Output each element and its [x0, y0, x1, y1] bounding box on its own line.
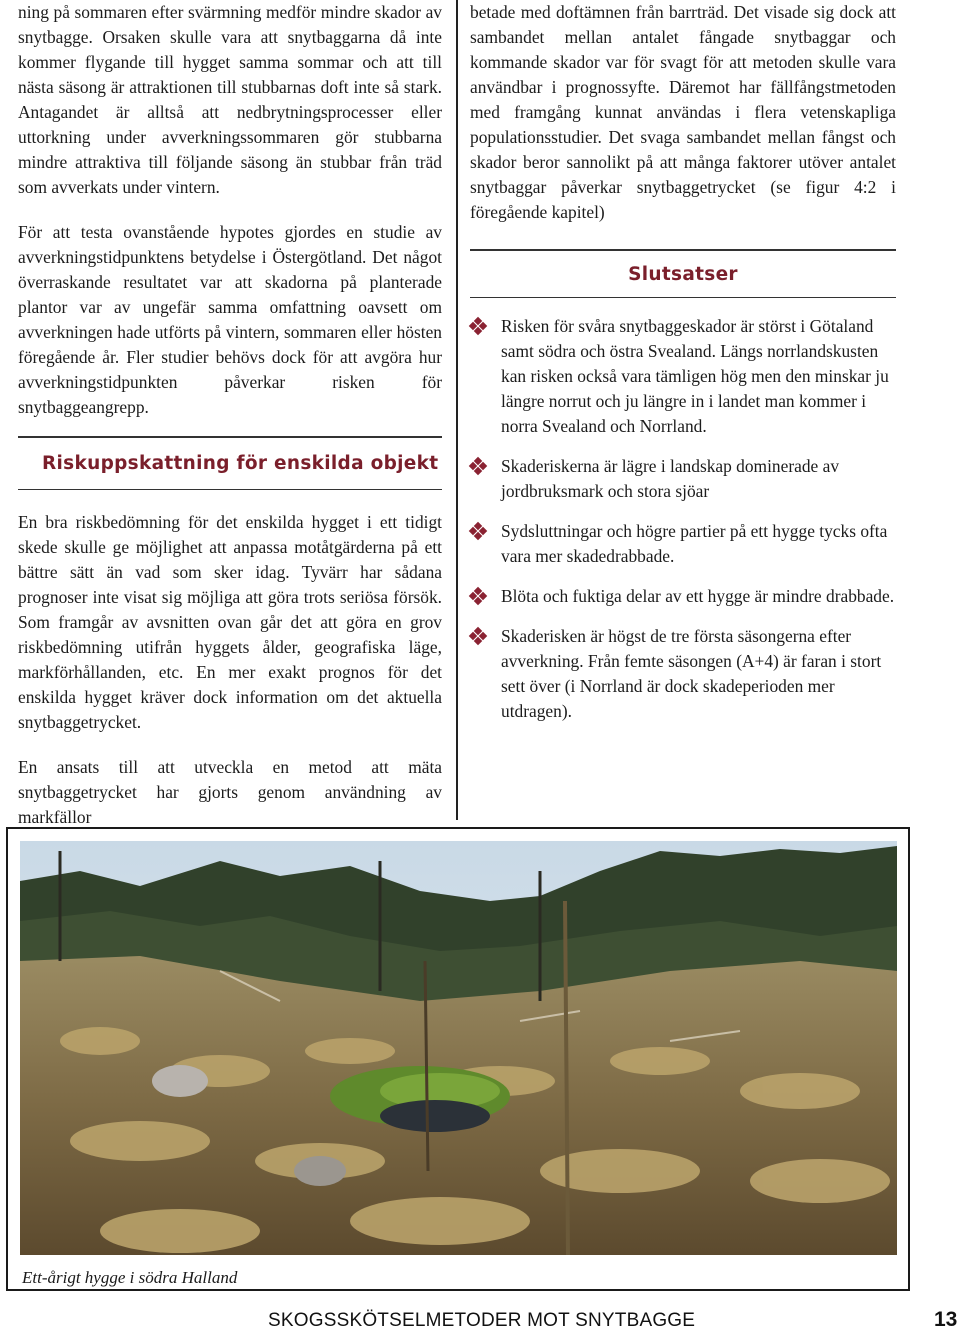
diamond-bullet-icon	[470, 318, 486, 334]
list-item-text: Skaderisken är högst de tre första säsongerna efter avverkning. Från femte säsongen (A+4) är faran i stort sett över (i Norrland är dock skadeperioden mer utdragen).	[501, 626, 882, 721]
clearcut-photo	[20, 841, 897, 1255]
divider	[470, 297, 896, 299]
list-item-text: Skaderiskerna är lägre i landskap dominerade av jordbruksmark och stora sjöar	[501, 456, 840, 501]
running-footer-title: SKOGSSKÖTSELMETODER MOT SNYTBAGGE	[268, 1310, 696, 1331]
page-number: 13	[934, 1308, 958, 1331]
body-paragraph: betade med doftämnen från barrträd. Det visade sig dock att sambandet mellan antalet fångade snytbaggar och kommande skador var för svagt för att metoden skulle vara användbar i prognossyfte. Däremot har fällfångstmetoden med framgång kunnat användas i flera vetenskapliga populationsstudier. Det svaga sambandet mellan fångst och skador beror sannolikt på att många faktorer utöver antalet snytbaggar påverkar snytbaggetrycket (se figur 4:2 i föregående kapitel)	[470, 2, 896, 222]
clearcut-landscape-illustration	[20, 841, 897, 1255]
conclusion-list	[470, 314, 896, 724]
list-item	[470, 624, 896, 724]
list-item	[470, 314, 896, 439]
list-item-text: Risken för svåra snytbaggeskador är störst i Götaland samt södra och östra Svealand. Längs norrlandskusten kan risken också vara tämligen hög men den minskar ju längre norrut och ju längre in i landet man kommer i norra Svealand och Norrland.	[501, 316, 889, 436]
body-paragraph: ning på sommaren efter svärmning medför mindre skador av snytbagge. Orsaken skulle vara att snytbaggarna då inte kommer flygande till hygget samma sommar och att till nästa säsong är attraktionen till stubbarnas doft inte så stark. Antagandet är alltså att nedbrytningsprocesser eller uttorkning under avverkningssommaren gör stubbarna mindre attraktiva till följande säsong än stubbar från träd som avverkats under vintern.	[18, 2, 442, 197]
divider	[18, 489, 442, 491]
figure-frame	[6, 827, 910, 1291]
diamond-bullet-icon	[470, 588, 486, 604]
list-item-text: Sydsluttningar och högre partier på ett hygge tycks ofta vara mer skadedrabbade.	[501, 521, 888, 566]
column-divider	[456, 0, 458, 820]
body-paragraph: En bra riskbedömning för det enskilda hygget i ett tidigt skede skulle ge möjlighet att anpassa motåtgärderna på ett bättre sätt än vad som sker idag. Tyvärr har sådana prognoser inte visat sig möjliga att göra trots seriösa försök. Som framgår av avsnitten ovan går det att göra en grov riskbedömning utifrån hyggets ålder, geografiska läge, markförhållanden, etc. En mer exakt prognos för det enskilda hygget kräver dock information om det aktuella snytbaggetrycket.	[18, 512, 442, 732]
list-item	[470, 519, 896, 569]
list-item-text: Blöta och fuktiga delar av ett hygge är mindre drabbade.	[501, 586, 895, 606]
section-heading-block	[470, 249, 896, 298]
body-paragraph: För att testa ovanstående hypotes gjordes en studie av avverkningstidpunktens betydelse i Östergötland. Det något överraskande resultatet var att skadorna på planterade plantor var av ungefär samma omfattning oavsett om avverkningen hade utförts på vintern, sommaren eller hösten föregående år. Fler studier behövs dock för att avgöra hur avverkningstidpunkten påverkar risken för snytbaggeangrepp.	[18, 222, 442, 417]
section-heading: Slutsatser	[628, 263, 738, 285]
diamond-bullet-icon	[470, 628, 486, 644]
list-item	[470, 584, 896, 609]
left-column	[18, 0, 442, 830]
list-item	[470, 454, 896, 504]
section-heading-block	[18, 436, 442, 490]
section-heading: Riskuppskattning för enskilda objekt	[42, 452, 439, 474]
figure-caption: Ett-årigt hygge i södra Halland	[22, 1268, 238, 1287]
right-column	[470, 0, 896, 739]
diamond-bullet-icon	[470, 458, 486, 474]
body-paragraph: En ansats till att utveckla en metod att mäta snytbaggetrycket har gjorts genom användning av markfällor	[18, 757, 442, 827]
diamond-bullet-icon	[470, 523, 486, 539]
